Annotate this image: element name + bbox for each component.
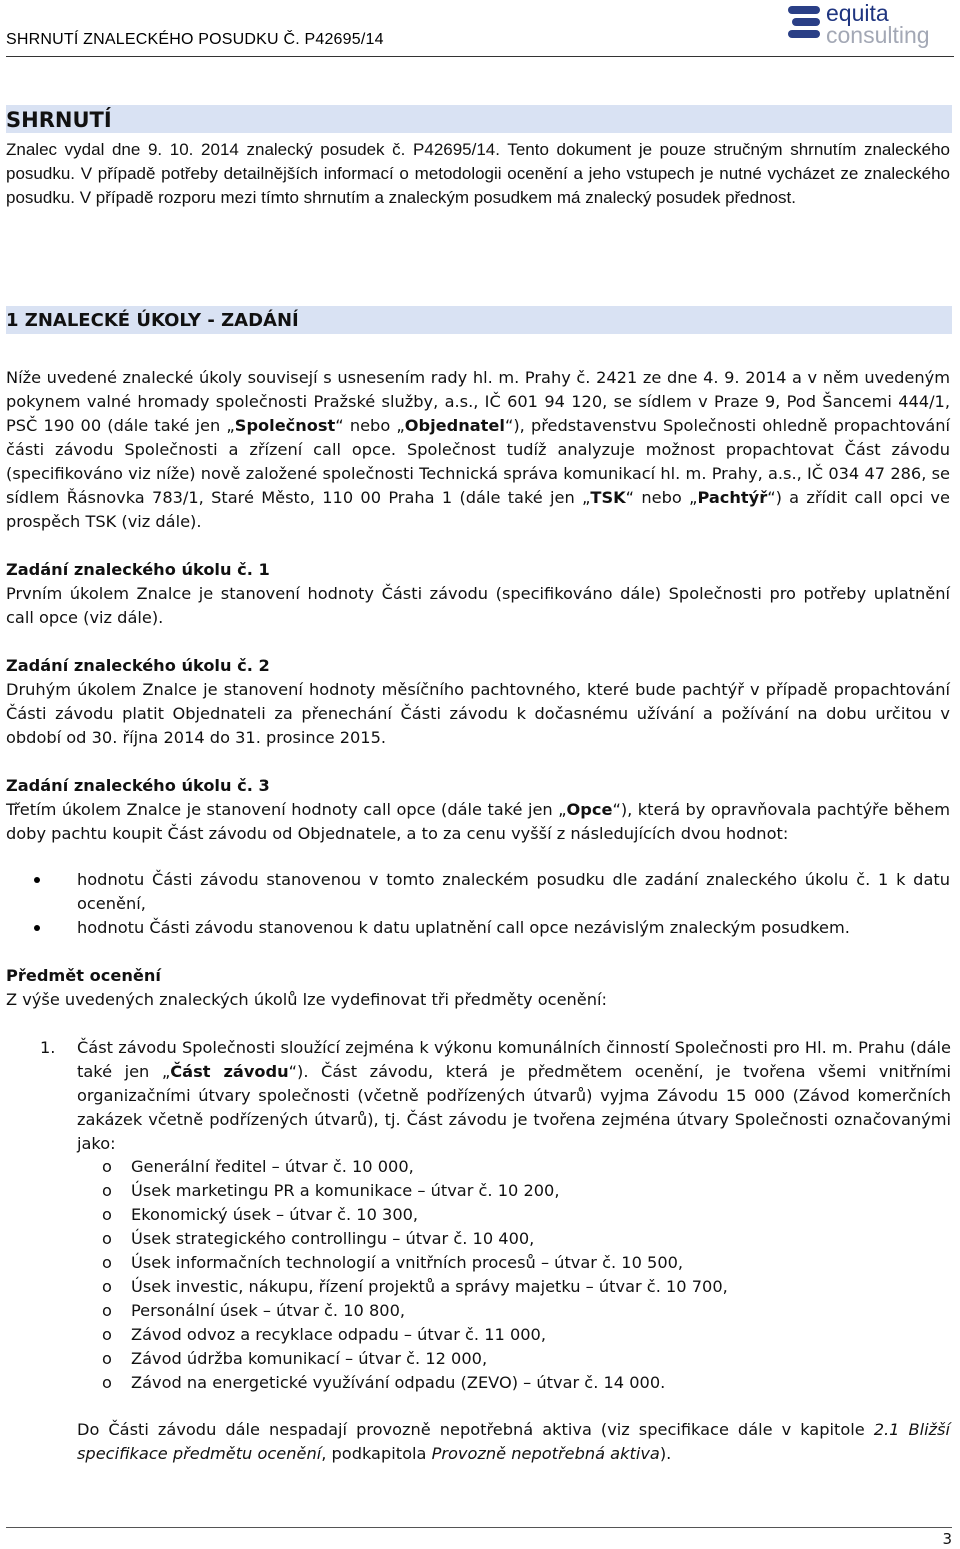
task-3-heading: Zadání znaleckého úkolu č. 3 bbox=[6, 776, 270, 795]
summary-heading-bar bbox=[6, 105, 952, 133]
circle-bullet-icon: o bbox=[102, 1229, 112, 1248]
list-item: o Úsek marketingu PR a komunikace – útvar č. 10 200, bbox=[6, 1179, 906, 1203]
footer-divider bbox=[6, 1527, 952, 1528]
section-1-intro: Níže uvedené znalecké úkoly souvisejí s usnesením rady hl. m. Prahy č. 2421 ze dne 4. 9. 2014 a v něm uvedeným pokynem valné hromady společnosti Pražské služby, a.s., IČ 601 94 120, se sídlem v Praze 9, Pod Šancemi 444/1, PSČ 190 00 (dále také jen „Společnost“ nebo „Objednatel“), představenstvu Společnosti ohledně propachtování části závodu Společnosti a zřízení call opce. Společnost tudíž analyzuje možnost propachtovat Část závodu (specifikováno viz níže) nově založené společnosti Technická správa komunikací hl. m. Prahy, a.s., IČ 034 47 286, se sídlem Řásnovka 783/1, Staré Město, 110 00 Praha 1 (dále také jen „TSK“ nebo „Pachtýř“) a zřídit call opci ve prospěch TSK (viz dále). bbox=[6, 368, 950, 531]
task-1-heading: Zadání znaleckého úkolu č. 1 bbox=[6, 560, 270, 579]
summary-paragraph: Znalec vydal dne 9. 10. 2014 znalecký posudek č. P42695/14. Tento dokument je pouze stručným shrnutím znaleckého posudku. V případě potřeby detailnějších informací o metodologii ocenění a jeho vstupech je nutné vycházet ze znaleckého posudku. V případě rozporu mezi tímto shrnutím a znaleckým posudkem má znalecký posudek přednost. bbox=[6, 140, 950, 207]
list-item: o Závod na energetické využívání odpadu (ZEVO) – útvar č. 14 000. bbox=[6, 1371, 906, 1395]
list-item: o Závod odvoz a recyklace odpadu – útvar č. 11 000, bbox=[6, 1323, 906, 1347]
subject-text: Z výše uvedených znaleckých úkolů lze vydefinovat tři předměty ocenění: bbox=[6, 990, 607, 1009]
section-1-heading-bar bbox=[6, 306, 952, 334]
item-text: Část závodu Společnosti sloužící zejména k výkonu komunálních činností Společnosti pro Hl. m. Prahu (dále také jen „Část závodu“). Část závodu, která je předmětem ocenění, je tvořena všemi vnitřními organizačními útvary společnosti (včetně podřízených útvarů) vyjma Závodu 15 000 (Závod komerčních zakázek včetně podřízených útvarů), tj. Část závodu je tvořena zejména útvary Společnosti označovanými jako: bbox=[77, 1038, 951, 1153]
list-item: hodnotu Části závodu stanovenou v tomto znaleckém posudku dle zadání znaleckého úkolu č. 1 k datu ocenění, bbox=[6, 868, 950, 916]
list-item: o Generální ředitel – útvar č. 10 000, bbox=[6, 1155, 906, 1179]
circle-bullet-icon: o bbox=[102, 1373, 112, 1392]
circle-bullet-icon: o bbox=[102, 1325, 112, 1344]
list-item: o Úsek strategického controllingu – útvar č. 10 400, bbox=[6, 1227, 906, 1251]
task-2-text: Druhým úkolem Znalce je stanovení hodnoty měsíčního pachtovného, které bude pachtýř v případě propachtování Části závodu platit Objednateli za přenechání Části závodu k dočasnému užívání a požívání na dobu určitou v období od 30. října 2014 do 31. prosince 2015. bbox=[6, 680, 950, 747]
equita-consulting-logo bbox=[788, 2, 954, 50]
logo-text-consulting: consulting bbox=[826, 22, 930, 48]
page-header bbox=[6, 0, 954, 58]
logo-text-equita: equita bbox=[826, 0, 889, 26]
circle-bullet-icon: o bbox=[102, 1301, 112, 1320]
section-1-heading: 1 ZNALECKÉ ÚKOLY - ZADÁNÍ bbox=[6, 310, 299, 331]
list-item: o Ekonomický úsek – útvar č. 10 300, bbox=[6, 1203, 906, 1227]
list-item: o Úsek informačních technologií a vnitřních procesů – útvar č. 10 500, bbox=[6, 1251, 906, 1275]
task-2-heading: Zadání znaleckého úkolu č. 2 bbox=[6, 656, 270, 675]
circle-bullet-icon: o bbox=[102, 1277, 112, 1296]
list-item: hodnotu Části závodu stanovenou k datu uplatnění call opce nezávislým znaleckým posudkem. bbox=[6, 916, 950, 940]
task-3-text: Třetím úkolem Znalce je stanovení hodnoty call opce (dále také jen „Opce“), která by opravňovala pachtýře během doby pachtu koupit Část závodu od Objednatele, a to za cenu vyšší z následujících dvou hodnot: bbox=[6, 800, 950, 843]
equita-logo-icon bbox=[788, 6, 820, 42]
units-list bbox=[6, 1155, 906, 1395]
task-1-text: Prvním úkolem Znalce je stanovení hodnoty Části závodu (specifikováno dále) Společnosti pro potřeby uplatnění call opce (viz dále). bbox=[6, 584, 950, 627]
header-divider bbox=[6, 56, 954, 57]
circle-bullet-icon: o bbox=[102, 1205, 112, 1224]
list-item: o Úsek investic, nákupu, řízení projektů a správy majetku – útvar č. 10 700, bbox=[6, 1275, 906, 1299]
summary-heading: SHRNUTÍ bbox=[6, 108, 112, 132]
list-item: o Personální úsek – útvar č. 10 800, bbox=[6, 1299, 906, 1323]
page-number: 3 bbox=[942, 1530, 952, 1548]
circle-bullet-icon: o bbox=[102, 1157, 112, 1176]
document-title: SHRNUTÍ ZNALECKÉHO POSUDKU Č. P42695/14 bbox=[6, 31, 384, 48]
subject-heading: Předmět ocenění bbox=[6, 966, 161, 985]
bullet-icon bbox=[34, 925, 40, 931]
closing-paragraph: Do Části závodu dále nespadají provozně nepotřebná aktiva (viz specifikace dále v kapitole 2.1 Bližší specifikace předmětu ocenění, podkapitola Provozně nepotřebná aktiva). bbox=[77, 1420, 950, 1463]
circle-bullet-icon: o bbox=[102, 1253, 112, 1272]
task-3-bullet-list bbox=[6, 868, 950, 940]
item-number: 1. bbox=[40, 1038, 56, 1057]
circle-bullet-icon: o bbox=[102, 1349, 112, 1368]
bullet-icon bbox=[34, 877, 40, 883]
circle-bullet-icon: o bbox=[102, 1181, 112, 1200]
list-item: o Závod údržba komunikací – útvar č. 12 000, bbox=[6, 1347, 906, 1371]
